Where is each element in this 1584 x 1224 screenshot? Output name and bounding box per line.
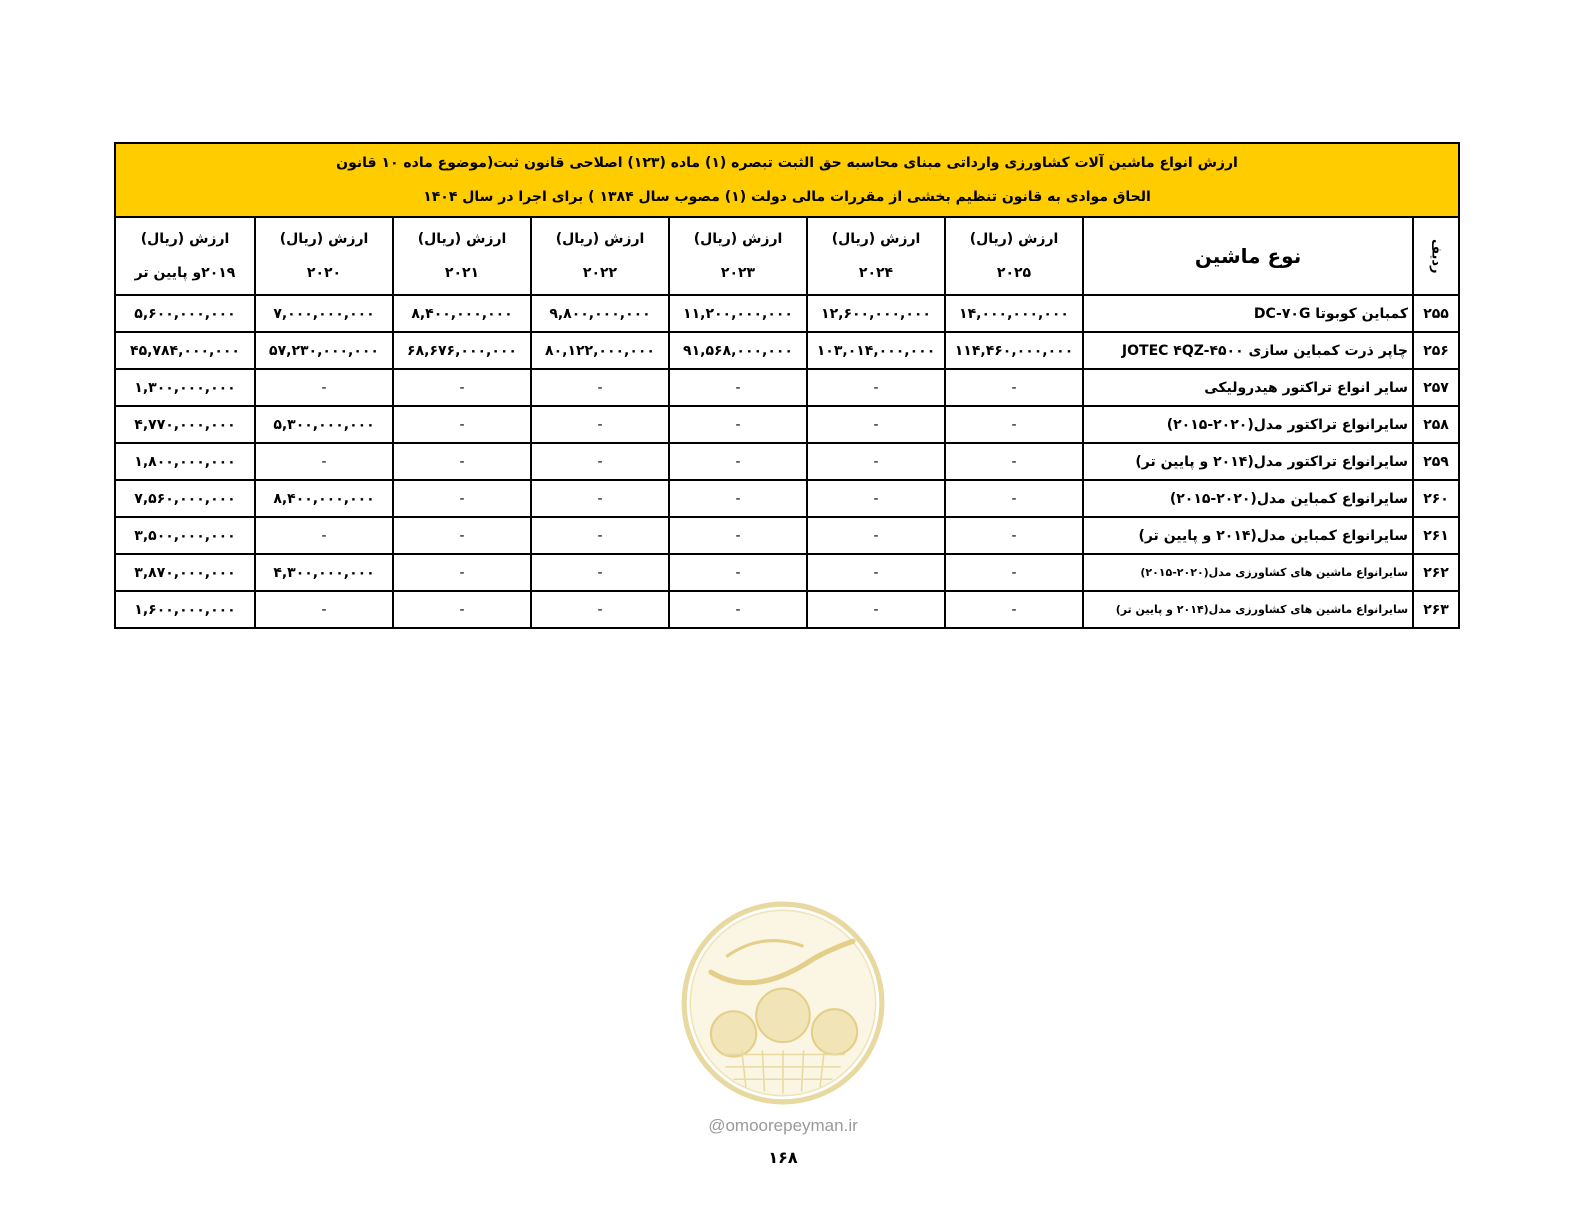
value-cell: - xyxy=(255,443,393,480)
machine-name-cell: چاپر ذرت کمباین سازی JOTEC ۴QZ-۴۵۰۰ xyxy=(1083,332,1413,369)
value-cell: - xyxy=(255,369,393,406)
value-cell: - xyxy=(669,554,807,591)
value-cell: - xyxy=(669,480,807,517)
table-row xyxy=(115,591,1459,628)
value-cell: ۳,۵۰۰,۰۰۰,۰۰۰ xyxy=(115,517,255,554)
value-cell: - xyxy=(807,480,945,517)
column-header-year-label: ۲۰۲۵ xyxy=(996,265,1032,281)
row-number-cell: ۲۵۷ xyxy=(1413,369,1459,406)
value-cell: - xyxy=(807,406,945,443)
column-header-year-5 xyxy=(255,217,393,295)
column-header-year-label: ۲۰۲۱ xyxy=(444,265,480,281)
value-cell: - xyxy=(945,443,1083,480)
value-cell: - xyxy=(531,480,669,517)
value-cell: ۵,۶۰۰,۰۰۰,۰۰۰ xyxy=(115,295,255,332)
value-cell: - xyxy=(531,591,669,628)
machinery-value-table xyxy=(114,142,1460,629)
column-header-year-1 xyxy=(807,217,945,295)
value-cell: ۸,۴۰۰,۰۰۰,۰۰۰ xyxy=(255,480,393,517)
machine-name-cell: سایرانواع ماشین های کشاورزی مدل(۲۰۱۴ و پایین تر) xyxy=(1083,591,1413,628)
page-number: ۱۶۸ xyxy=(768,1148,798,1167)
value-cell: ۱۲,۶۰۰,۰۰۰,۰۰۰ xyxy=(807,295,945,332)
table-row xyxy=(115,406,1459,443)
value-cell: - xyxy=(945,517,1083,554)
machine-name-cell: سایرانواع کمباین مدل(۲۰۲۰-۲۰۱۵) xyxy=(1083,480,1413,517)
row-number-cell: ۲۶۱ xyxy=(1413,517,1459,554)
value-cell: ۸,۴۰۰,۰۰۰,۰۰۰ xyxy=(393,295,531,332)
column-header-year-0 xyxy=(945,217,1083,295)
row-number-cell: ۲۶۳ xyxy=(1413,591,1459,628)
value-cell: ۱۴,۰۰۰,۰۰۰,۰۰۰ xyxy=(945,295,1083,332)
value-cell: - xyxy=(945,591,1083,628)
value-cell: - xyxy=(255,591,393,628)
column-header-value-label: ارزش (ریال) xyxy=(417,231,507,247)
table-row xyxy=(115,517,1459,554)
row-number-cell: ۲۶۲ xyxy=(1413,554,1459,591)
machine-name-cell: سایرانواع کمباین مدل(۲۰۱۴ و پایین تر) xyxy=(1083,517,1413,554)
website-watermark: @omoorepeyman.ir xyxy=(708,1116,858,1135)
row-number-cell: ۲۵۵ xyxy=(1413,295,1459,332)
value-cell: - xyxy=(393,443,531,480)
column-header-year-label: ۲۰۲۴ xyxy=(858,265,894,281)
column-header-value-label: ارزش (ریال) xyxy=(693,231,783,247)
value-cell: - xyxy=(531,369,669,406)
column-header-year-3 xyxy=(531,217,669,295)
machine-name-cell: سایرانواع تراکتور مدل(۲۰۲۰-۲۰۱۵) xyxy=(1083,406,1413,443)
value-cell: - xyxy=(807,517,945,554)
value-cell: ۴,۷۷۰,۰۰۰,۰۰۰ xyxy=(115,406,255,443)
value-cell: - xyxy=(393,591,531,628)
column-header-value-label: ارزش (ریال) xyxy=(831,231,921,247)
price-table-container xyxy=(114,142,1458,629)
column-header-year-label: ۲۰۱۹و پایین تر xyxy=(134,265,236,281)
value-cell: ۱,۳۰۰,۰۰۰,۰۰۰ xyxy=(115,369,255,406)
value-cell: - xyxy=(531,443,669,480)
table-row xyxy=(115,369,1459,406)
column-header-value-label: ارزش (ریال) xyxy=(279,231,369,247)
column-header-value-label: ارزش (ریال) xyxy=(140,231,230,247)
value-cell: ۷,۰۰۰,۰۰۰,۰۰۰ xyxy=(255,295,393,332)
value-cell: - xyxy=(255,517,393,554)
value-cell: - xyxy=(807,369,945,406)
table-title xyxy=(115,143,1459,217)
row-number-cell: ۲۶۰ xyxy=(1413,480,1459,517)
value-cell: ۴,۳۰۰,۰۰۰,۰۰۰ xyxy=(255,554,393,591)
table-row xyxy=(115,480,1459,517)
value-cell: - xyxy=(945,480,1083,517)
machine-name-cell: سایرانواع ماشین های کشاورزی مدل(۲۰۲۰-۲۰۱۵) xyxy=(1083,554,1413,591)
value-cell: - xyxy=(393,480,531,517)
value-cell: - xyxy=(807,443,945,480)
value-cell: - xyxy=(531,406,669,443)
table-title-line-1: ارزش انواع ماشین آلات کشاورزی وارداتی مبنای محاسبه حق الثبت تبصره (۱) ماده (۱۲۳) اصلاحی قانون ثبت(موضوع ماده ۱۰ قانون xyxy=(336,155,1238,171)
value-cell: ۹۱,۵۶۸,۰۰۰,۰۰۰ xyxy=(669,332,807,369)
value-cell: - xyxy=(393,554,531,591)
column-header-radif: ردیف xyxy=(1413,217,1459,295)
row-number-cell: ۲۵۹ xyxy=(1413,443,1459,480)
table-body xyxy=(115,295,1459,628)
value-cell: - xyxy=(531,517,669,554)
value-cell: ۱۰۳,۰۱۴,۰۰۰,۰۰۰ xyxy=(807,332,945,369)
table-row xyxy=(115,332,1459,369)
value-cell: - xyxy=(393,369,531,406)
column-header-value-label: ارزش (ریال) xyxy=(969,231,1059,247)
value-cell: - xyxy=(669,591,807,628)
value-cell: - xyxy=(669,369,807,406)
value-cell: - xyxy=(945,406,1083,443)
value-cell: - xyxy=(669,406,807,443)
column-header-year-label: ۲۰۲۰ xyxy=(306,265,342,281)
column-header-year-label: ۲۰۲۲ xyxy=(582,265,618,281)
value-cell: ۹,۸۰۰,۰۰۰,۰۰۰ xyxy=(531,295,669,332)
value-cell: - xyxy=(945,369,1083,406)
seal-logo-icon xyxy=(680,900,886,1106)
value-cell: - xyxy=(393,406,531,443)
value-cell: - xyxy=(669,517,807,554)
value-cell: ۱۱۴,۴۶۰,۰۰۰,۰۰۰ xyxy=(945,332,1083,369)
column-header-year-4 xyxy=(393,217,531,295)
value-cell: ۱۱,۲۰۰,۰۰۰,۰۰۰ xyxy=(669,295,807,332)
machine-name-cell: سایرانواع تراکتور مدل(۲۰۱۴ و پایین تر) xyxy=(1083,443,1413,480)
value-cell: ۶۸,۶۷۶,۰۰۰,۰۰۰ xyxy=(393,332,531,369)
row-number-cell: ۲۵۸ xyxy=(1413,406,1459,443)
value-cell: ۸۰,۱۲۲,۰۰۰,۰۰۰ xyxy=(531,332,669,369)
value-cell: - xyxy=(393,517,531,554)
column-header-year-label: ۲۰۲۳ xyxy=(720,265,756,281)
machine-name-cell: سایر انواع تراکتور هیدرولیکی xyxy=(1083,369,1413,406)
value-cell: - xyxy=(807,554,945,591)
table-title-line-2: الحاق موادی به قانون تنظیم بخشی از مقررات مالی دولت (۱) مصوب سال ۱۳۸۴ ) برای اجرا در سال ۱۴۰۴ xyxy=(423,189,1151,205)
value-cell: - xyxy=(669,443,807,480)
column-header-machine-type: نوع ماشین xyxy=(1083,217,1413,295)
value-cell: - xyxy=(531,554,669,591)
value-cell: - xyxy=(807,591,945,628)
value-cell: ۵,۳۰۰,۰۰۰,۰۰۰ xyxy=(255,406,393,443)
column-header-year-6 xyxy=(115,217,255,295)
table-row xyxy=(115,443,1459,480)
value-cell: ۴۵,۷۸۴,۰۰۰,۰۰۰ xyxy=(115,332,255,369)
column-header-value-label: ارزش (ریال) xyxy=(555,231,645,247)
value-cell: ۷,۵۶۰,۰۰۰,۰۰۰ xyxy=(115,480,255,517)
value-cell: ۵۷,۲۳۰,۰۰۰,۰۰۰ xyxy=(255,332,393,369)
value-cell: - xyxy=(945,554,1083,591)
table-row xyxy=(115,295,1459,332)
value-cell: ۱,۸۰۰,۰۰۰,۰۰۰ xyxy=(115,443,255,480)
table-row xyxy=(115,554,1459,591)
column-header-year-2 xyxy=(669,217,807,295)
value-cell: ۱,۶۰۰,۰۰۰,۰۰۰ xyxy=(115,591,255,628)
row-number-cell: ۲۵۶ xyxy=(1413,332,1459,369)
column-header-row xyxy=(115,217,1459,295)
value-cell: ۳,۸۷۰,۰۰۰,۰۰۰ xyxy=(115,554,255,591)
machine-name-cell: کمباین کوبوتا DC-۷۰G xyxy=(1083,295,1413,332)
